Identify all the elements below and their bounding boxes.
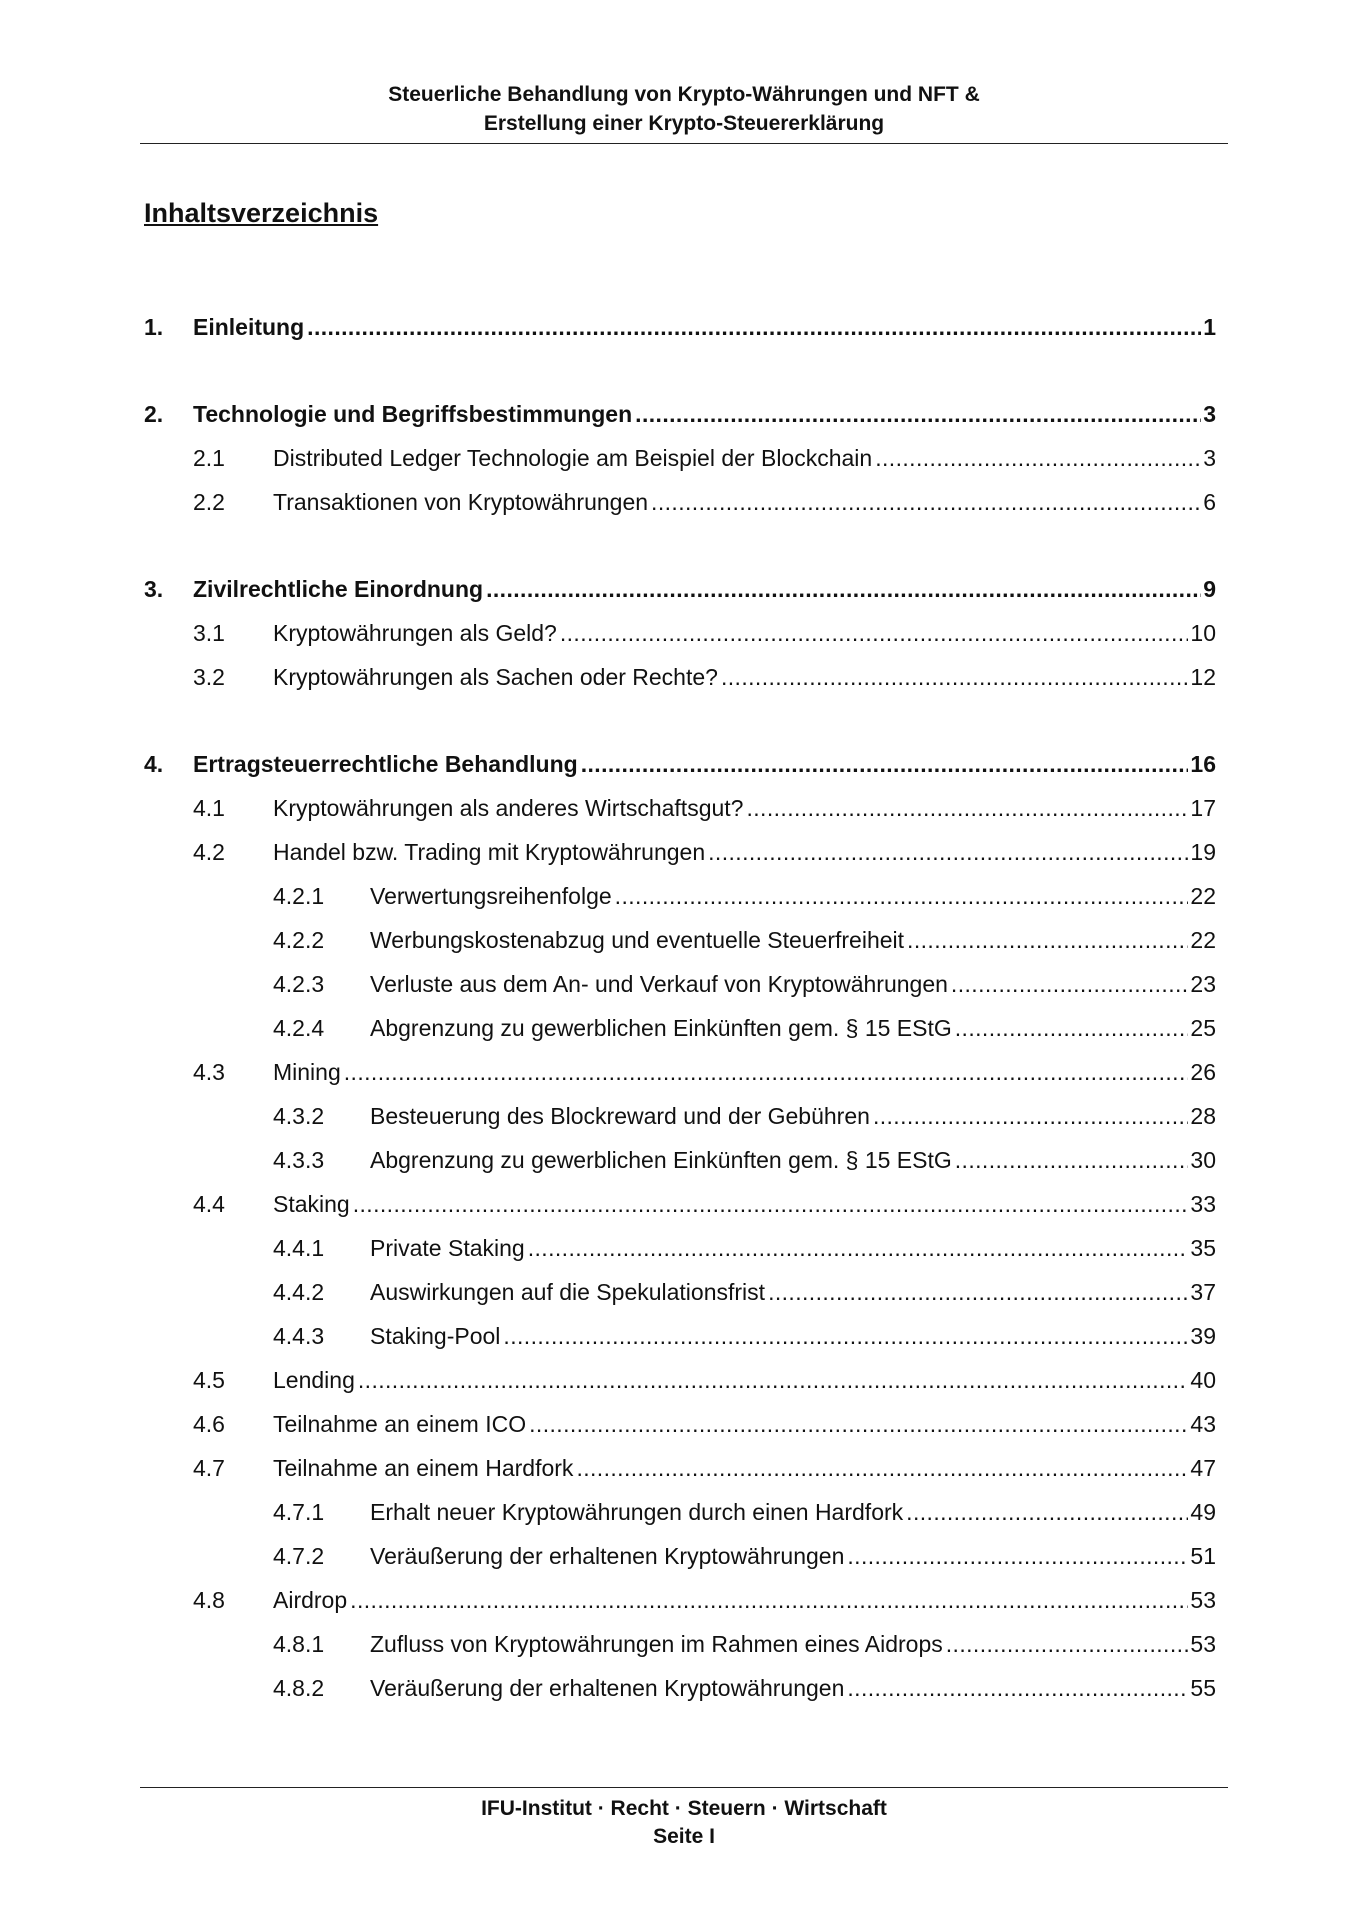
toc-entry-line	[193, 397, 1216, 431]
toc-entry-line	[370, 1099, 1216, 1133]
toc-entry-number: 4.2.4	[273, 1015, 325, 1041]
toc-entry-title: Staking-Pool	[370, 1323, 501, 1349]
toc-entry[interactable]	[144, 967, 1216, 1001]
toc-dot-leader	[746, 791, 1188, 825]
toc-entry-page: 51	[1190, 1543, 1216, 1569]
toc-entry[interactable]	[144, 397, 1216, 431]
toc-entry-title: Handel bzw. Trading mit Kryptowährungen	[273, 839, 706, 865]
toc-dot-leader	[529, 1407, 1188, 1441]
toc-entry-line	[273, 1055, 1216, 1089]
toc-entry-number: 4.8	[193, 1587, 225, 1613]
toc-entry-number: 4.8.1	[273, 1631, 325, 1657]
toc-entry-line	[193, 747, 1216, 781]
toc-dot-leader	[560, 616, 1189, 650]
toc-entry-title: Werbungskostenabzug und eventuelle Steuerfreiheit	[370, 927, 905, 953]
toc-entry-number: 4.6	[193, 1411, 225, 1437]
toc-entry-title: Airdrop	[273, 1587, 348, 1613]
toc-entry-page: 33	[1190, 1191, 1216, 1217]
toc-entry-page: 3	[1203, 401, 1216, 427]
toc-entry[interactable]	[144, 485, 1216, 519]
toc-entry-page: 35	[1190, 1235, 1216, 1261]
toc-entry[interactable]	[144, 1539, 1216, 1573]
toc-entry[interactable]	[144, 660, 1216, 694]
toc-entry-title: Auswirkungen auf die Spekulationsfrist	[370, 1279, 766, 1305]
toc-dot-leader	[906, 1495, 1188, 1529]
toc-entry-title: Besteuerung des Blockreward und der Gebühren	[370, 1103, 870, 1129]
toc-entry-number: 4.7.1	[273, 1499, 325, 1525]
toc-entry-title: Veräußerung der erhaltenen Kryptowährungen	[370, 1675, 845, 1701]
toc-dot-leader	[955, 1143, 1189, 1177]
toc-entry-line	[370, 1539, 1216, 1573]
toc-entry-number: 3.	[144, 576, 164, 602]
toc-entry-line	[370, 879, 1216, 913]
toc-entry-page: 26	[1190, 1059, 1216, 1085]
toc-dot-leader	[951, 967, 1188, 1001]
toc-entry-page: 37	[1190, 1279, 1216, 1305]
toc-entry-title: Einleitung	[193, 314, 305, 340]
toc-entry-line	[273, 660, 1216, 694]
toc-dot-leader	[847, 1539, 1188, 1573]
toc-entry-title: Distributed Ledger Technologie am Beispiel der Blockchain	[273, 445, 873, 471]
toc-entry[interactable]	[144, 791, 1216, 825]
toc-entry-title: Veräußerung der erhaltenen Kryptowährungen	[370, 1543, 845, 1569]
toc-entry-number: 2.	[144, 401, 164, 427]
toc-entry-number: 4.3	[193, 1059, 225, 1085]
toc-dot-leader	[635, 397, 1201, 431]
toc-entry-page: 25	[1190, 1015, 1216, 1041]
toc-dot-leader	[528, 1231, 1189, 1265]
toc-entry-number: 3.1	[193, 620, 225, 646]
toc-entry[interactable]	[144, 1055, 1216, 1089]
toc-entry-line	[370, 1231, 1216, 1265]
toc-entry-number: 2.1	[193, 445, 225, 471]
toc-dot-leader	[651, 485, 1201, 519]
toc-entry-number: 4.4	[193, 1191, 225, 1217]
toc-entry-page: 43	[1190, 1411, 1216, 1437]
toc-entry-number: 4.4.1	[273, 1235, 325, 1261]
toc-dot-leader	[576, 1451, 1188, 1485]
toc-dot-leader	[708, 835, 1188, 869]
toc-dot-leader	[344, 1055, 1189, 1089]
toc-entry-number: 4.2	[193, 839, 225, 865]
toc-dot-leader	[907, 923, 1188, 957]
toc-entry-page: 53	[1190, 1587, 1216, 1613]
toc-entry-number: 4.5	[193, 1367, 225, 1393]
toc-entry-title: Zufluss von Kryptowährungen im Rahmen eines Aidrops	[370, 1631, 943, 1657]
toc-dot-leader	[768, 1275, 1188, 1309]
toc-entry[interactable]	[144, 572, 1216, 606]
toc-dot-leader	[873, 1099, 1188, 1133]
toc-entry-number: 4.1	[193, 795, 225, 821]
toc-entry-line	[370, 1495, 1216, 1529]
toc-entry-page: 1	[1203, 314, 1216, 340]
toc-entry-line	[273, 616, 1216, 650]
toc-entry-line	[273, 441, 1216, 475]
toc-entry-number: 4.3.2	[273, 1103, 325, 1129]
toc-entry[interactable]	[144, 1099, 1216, 1133]
toc-entry[interactable]	[144, 835, 1216, 869]
toc-entry-line	[273, 1451, 1216, 1485]
toc-entry[interactable]	[144, 441, 1216, 475]
toc-entry-page: 6	[1203, 489, 1216, 515]
toc-entry-title: Kryptowährungen als Sachen oder Rechte?	[273, 664, 718, 690]
toc-entry-page: 12	[1190, 664, 1216, 690]
toc-entry-number: 2.2	[193, 489, 225, 515]
footer-divider	[140, 1787, 1228, 1788]
toc-entry-page: 49	[1190, 1499, 1216, 1525]
toc-dot-leader	[503, 1319, 1188, 1353]
toc-entry-line	[273, 835, 1216, 869]
toc-entry-page: 23	[1190, 971, 1216, 997]
toc-entry[interactable]	[144, 1671, 1216, 1705]
toc-entry-line	[370, 1671, 1216, 1705]
toc-entry-title: Ertragsteuerrechtliche Behandlung	[193, 751, 578, 777]
toc-entry-number: 1.	[144, 314, 164, 340]
toc-entry-page: 9	[1203, 576, 1216, 602]
toc-entry-line	[273, 1407, 1216, 1441]
toc-entry-page: 3	[1203, 445, 1216, 471]
toc-entry-line	[370, 967, 1216, 1001]
toc-entry-number: 4.3.3	[273, 1147, 325, 1173]
toc-entry-page: 40	[1190, 1367, 1216, 1393]
toc-entry[interactable]	[144, 1407, 1216, 1441]
toc-entry-line	[370, 1319, 1216, 1353]
toc-entry-title: Zivilrechtliche Einordnung	[193, 576, 484, 602]
toc-entry-title: Technologie und Begriffsbestimmungen	[193, 401, 633, 427]
page-footer	[140, 1795, 1228, 1851]
toc-dot-leader	[721, 660, 1188, 694]
footer-line-1: IFU-Institut · Recht · Steuern · Wirtschaft	[481, 1797, 887, 1820]
toc-entry[interactable]	[144, 1627, 1216, 1661]
toc-entry-title: Abgrenzung zu gewerblichen Einkünften gem. § 15 EStG	[370, 1147, 952, 1173]
toc-entry[interactable]	[144, 1451, 1216, 1485]
toc-entry-line	[273, 485, 1216, 519]
toc-entry-title: Erhalt neuer Kryptowährungen durch einen Hardfork	[370, 1499, 904, 1525]
toc-entry-line	[370, 1627, 1216, 1661]
toc-entry-title: Teilnahme an einem Hardfork	[273, 1455, 574, 1481]
toc-entry-title: Verwertungsreihenfolge	[370, 883, 612, 909]
toc-entry[interactable]	[144, 1363, 1216, 1397]
toc-entry-number: 4.4.3	[273, 1323, 325, 1349]
toc-entry-number: 4.	[144, 751, 164, 777]
toc-entry-line	[370, 923, 1216, 957]
toc-entry-page: 53	[1190, 1631, 1216, 1657]
toc-entry-page: 28	[1190, 1103, 1216, 1129]
toc-dot-leader	[615, 879, 1189, 913]
header-divider	[140, 143, 1228, 144]
toc-entry[interactable]	[144, 747, 1216, 781]
toc-entry-page: 39	[1190, 1323, 1216, 1349]
toc-dot-leader	[307, 310, 1201, 344]
toc-entry[interactable]	[144, 1011, 1216, 1045]
toc-entry-number: 4.7	[193, 1455, 225, 1481]
toc-entry-page: 22	[1190, 927, 1216, 953]
toc-dot-leader	[350, 1583, 1188, 1617]
footer-line-2: Seite I	[653, 1825, 715, 1848]
toc-dot-leader	[955, 1011, 1189, 1045]
toc-entry-title: Staking	[273, 1191, 350, 1217]
toc-entry[interactable]	[144, 1583, 1216, 1617]
toc-entry[interactable]	[144, 1143, 1216, 1177]
toc-entry[interactable]	[144, 1495, 1216, 1529]
toc-entry-title: Teilnahme an einem ICO	[273, 1411, 527, 1437]
toc-entry-line	[273, 1363, 1216, 1397]
toc-entry[interactable]	[144, 923, 1216, 957]
toc-entry-line	[273, 791, 1216, 825]
toc-entry-page: 30	[1190, 1147, 1216, 1173]
toc-entry-page: 17	[1190, 795, 1216, 821]
toc-entry-page: 19	[1190, 839, 1216, 865]
toc-entry-number: 4.8.2	[273, 1675, 325, 1701]
toc-entry-line	[370, 1143, 1216, 1177]
toc-entry-line	[370, 1275, 1216, 1309]
header-line-1: Steuerliche Behandlung von Krypto-Währungen und NFT &	[388, 83, 980, 106]
toc-entry-title: Abgrenzung zu gewerblichen Einkünften gem. § 15 EStG	[370, 1015, 952, 1041]
toc-entry-number: 4.7.2	[273, 1543, 325, 1569]
toc-entry-line	[193, 572, 1216, 606]
toc-entry-line	[273, 1187, 1216, 1221]
toc-entry[interactable]	[144, 1187, 1216, 1221]
toc-entry-title: Kryptowährungen als Geld?	[273, 620, 557, 646]
toc-entry-title: Kryptowährungen als anderes Wirtschaftsgut?	[273, 795, 744, 821]
toc-entry-page: 55	[1190, 1675, 1216, 1701]
toc-entry-title: Private Staking	[370, 1235, 525, 1261]
toc-dot-leader	[946, 1627, 1189, 1661]
toc-dot-leader	[847, 1671, 1188, 1705]
toc-entry[interactable]	[144, 1231, 1216, 1265]
toc-dot-leader	[581, 747, 1189, 781]
toc-dot-leader	[486, 572, 1201, 606]
toc-entry-page: 22	[1190, 883, 1216, 909]
toc-entry-line	[370, 1011, 1216, 1045]
toc-entry-number: 4.4.2	[273, 1279, 325, 1305]
toc-entry-title: Lending	[273, 1367, 355, 1393]
toc-entry-number: 3.2	[193, 664, 225, 690]
toc-entry-title: Mining	[273, 1059, 341, 1085]
header-line-2: Erstellung einer Krypto-Steuererklärung	[483, 112, 885, 135]
toc-title: Inhaltsverzeichnis	[144, 198, 379, 228]
toc-entry-number: 4.2.1	[273, 883, 325, 909]
toc-entry-number: 4.2.2	[273, 927, 325, 953]
toc-entry-line	[193, 310, 1216, 344]
toc-dot-leader	[875, 441, 1201, 475]
toc-entry-page: 10	[1190, 620, 1216, 646]
toc-entry[interactable]	[144, 616, 1216, 650]
toc-dot-leader	[358, 1363, 1189, 1397]
toc-entry-line	[273, 1583, 1216, 1617]
page-header	[140, 80, 1228, 138]
toc-entry-title: Verluste aus dem An- und Verkauf von Kryptowährungen	[370, 971, 948, 997]
toc-entry[interactable]	[144, 1275, 1216, 1309]
toc-entry[interactable]	[144, 879, 1216, 913]
toc-entry[interactable]	[144, 310, 1216, 344]
toc-entry-page: 47	[1190, 1455, 1216, 1481]
toc-entry[interactable]	[144, 1319, 1216, 1353]
toc-entry-page: 16	[1190, 751, 1216, 777]
toc-entry-number: 4.2.3	[273, 971, 325, 997]
toc-dot-leader	[353, 1187, 1189, 1221]
toc-entry-title: Transaktionen von Kryptowährungen	[273, 489, 649, 515]
